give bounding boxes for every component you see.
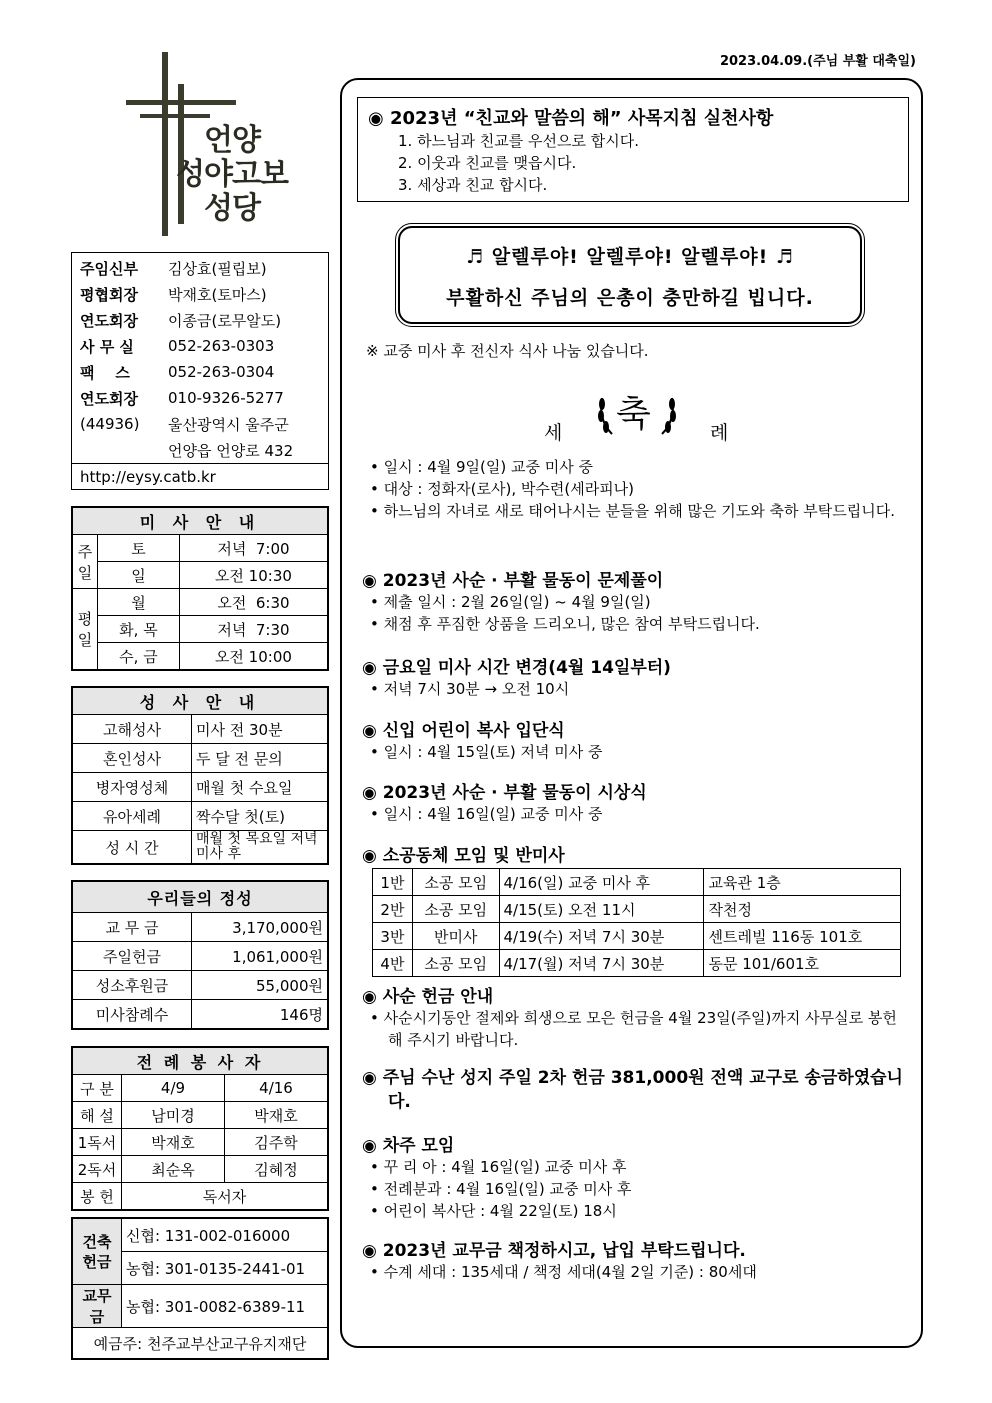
next-item: • 전례분과 : 4월 16일(일) 교중 미사 후 (370, 1180, 632, 1198)
parish-logo (120, 52, 340, 242)
easter-line-2: 부활하신 주님의 은총이 충만하길 빕니다. (446, 287, 814, 309)
community-title: ◉ 소공동체 모임 및 반미사 (362, 846, 565, 866)
baptism-item: • 대상 : 정화자(로사), 박수련(세라피나) (370, 480, 635, 498)
offering-key: 교 무 금 (73, 913, 192, 942)
postal-code: (44936) (80, 415, 140, 433)
sacrament-guide (71, 686, 329, 865)
liturgy-head: 4/16 (225, 1075, 328, 1102)
offering-key: 미사참례수 (73, 1000, 192, 1029)
table-row: 2반 소공 모임 4/15(토) 오전 11시 작천정 (373, 896, 901, 923)
account-number: 신협: 131-002-016000 (122, 1219, 328, 1252)
offering-title: 우리들의 정성 (73, 882, 328, 913)
account-number: 농협: 301-0082-6389-11 (122, 1285, 328, 1328)
mass-day: 수, 금 (98, 643, 180, 670)
liturgy-role: 1독서 (73, 1129, 122, 1156)
sacrament-value: 미사 전 30분 (192, 715, 328, 744)
section-title: ◉ 2023년 사순 · 부활 물동이 문제풀이 (362, 571, 664, 591)
sacrament-key: 병자영성체 (73, 773, 192, 802)
website-link[interactable]: http://eysy.catb.kr (80, 468, 216, 486)
section-item: • 저녁 7시 30분 → 오전 10시 (370, 680, 570, 698)
issue-date: 2023.04.09.(주님 부활 대축일) (719, 54, 916, 69)
logo-line-1: 언양 (204, 123, 260, 158)
baptism-left-char: 세 (544, 422, 563, 444)
mass-title: 미 사 안 내 (73, 508, 328, 535)
offering-value: 1,061,000원 (192, 942, 328, 971)
contact-value: 박재호(토마스) (168, 285, 267, 304)
section-item: • 일시 : 4월 15일(토) 저녁 미사 중 (370, 743, 603, 761)
dues-item: • 수계 세대 : 135세대 / 책정 세대(4월 2일 기준) : 80세대 (370, 1263, 757, 1281)
mass-day: 일 (98, 562, 180, 589)
liturgy-role: 2독서 (73, 1156, 122, 1183)
liturgy-name: 독서자 (122, 1183, 328, 1210)
offering-box (71, 880, 329, 1030)
mass-time: 저녁 7:30 (179, 616, 327, 643)
sacrament-value: 매월 첫 수요일 (192, 773, 328, 802)
liturgy-name: 박재호 (225, 1102, 328, 1129)
section-item: • 채점 후 푸짐한 상품을 드리오니, 많은 참여 부탁드립니다. (370, 615, 760, 633)
guideline-item: 2. 이웃과 친교를 맺읍시다. (398, 154, 577, 172)
sacrament-key: 유아세례 (73, 802, 192, 831)
mass-day: 월 (98, 589, 180, 616)
lent-item: • 사순시기동안 절제와 희생으로 모은 헌금을 4월 23일(주일)까지 사무실로 봉헌해 주시기 바랍니다. (370, 1009, 897, 1049)
contact-key: 주임신부 (80, 259, 138, 278)
meal-note: ※ 교중 미사 후 전신자 식사 나눔 있습니다. (366, 342, 649, 360)
address-line-2: 언양읍 언양로 432 (168, 441, 294, 460)
liturgy-name: 남미경 (122, 1102, 225, 1129)
mass-time: 오전 6:30 (179, 589, 327, 616)
section-item: • 제출 일시 : 2월 26일(일) ~ 4월 9일(일) (370, 593, 651, 611)
sacrament-key: 성 시 간 (73, 831, 192, 864)
mass-time: 오전 10:00 (179, 643, 327, 670)
table-row: 3반 반미사 4/19(수) 저녁 7시 30분 센트레빌 116동 101호 (373, 923, 901, 950)
offering-value: 146명 (192, 1000, 328, 1029)
baptism-item: • 일시 : 4월 9일(일) 교중 미사 중 (370, 458, 593, 476)
liturgy-name: 김주학 (225, 1129, 328, 1156)
mass-day: 토 (98, 535, 180, 562)
liturgy-name: 박재호 (122, 1129, 225, 1156)
contact-value: 052-263-0304 (168, 363, 275, 381)
contact-value: 김상효(필립보) (168, 259, 267, 278)
liturgy-head: 4/9 (122, 1075, 225, 1102)
section-title: ◉ 금요일 미사 시간 변경(4월 14일부터) (362, 658, 671, 678)
section-title: ◉ 신입 어린이 복사 입단식 (362, 721, 565, 741)
dues-label: 교무금 (73, 1285, 122, 1328)
liturgy-name: 김혜정 (225, 1156, 328, 1183)
pastoral-guideline (357, 97, 909, 202)
guideline-item: 1. 하느님과 친교를 우선으로 합시다. (398, 132, 640, 150)
contact-value: 010-9326-5277 (168, 389, 284, 407)
sacrament-value: 두 달 전 문의 (192, 744, 328, 773)
mass-schedule (71, 506, 329, 671)
guideline-item: 3. 세상과 친교 합시다. (398, 176, 548, 194)
community-table (372, 868, 901, 977)
mass-time: 오전 10:30 (179, 562, 327, 589)
baptism-heading (540, 382, 740, 442)
account-holder: 예금주: 천주교부산교구유지재단 (73, 1328, 328, 1359)
liturgy-role: 봉 헌 (73, 1183, 122, 1210)
baptism-right-char: 례 (710, 422, 729, 444)
section-item: • 일시 : 4월 16일(일) 교중 미사 중 (370, 805, 603, 823)
contact-value: 052-263-0303 (168, 337, 275, 355)
address-line-1: 울산광역시 울주군 (168, 415, 289, 434)
sunday-label: 주일 (73, 535, 98, 589)
sacrament-key: 고해성사 (73, 715, 192, 744)
liturgy-role: 해 설 (73, 1102, 122, 1129)
offering-key: 성소후원금 (73, 971, 192, 1000)
baptism-item: • 하느님의 자녀로 새로 태어나시는 분들을 위해 많은 기도와 축하 부탁드립니다. (370, 502, 895, 520)
weekday-label: 평일 (73, 589, 98, 670)
logo-line-3: 성당 (204, 191, 260, 226)
account-number: 농협: 301-0135-2441-01 (122, 1252, 328, 1285)
easter-greeting (398, 226, 862, 324)
mass-time: 저녁 7:00 (179, 535, 327, 562)
palm-title: ◉ 주님 수난 성지 주일 2차 헌금 381,000원 전액 교구로 송금하였습니다. (362, 1068, 903, 1112)
liturgy-title: 전 례 봉 사 자 (73, 1048, 328, 1075)
contact-key: 사 무 실 (80, 337, 134, 356)
bank-accounts (71, 1217, 329, 1360)
lent-title: ◉ 사순 헌금 안내 (362, 987, 494, 1007)
liturgy-name: 최순옥 (122, 1156, 225, 1183)
sacrament-key: 혼인성사 (73, 744, 192, 773)
dues-title: ◉ 2023년 교무금 책정하시고, 납입 부탁드립니다. (362, 1241, 746, 1261)
next-item: • 꾸 리 아 : 4월 16일(일) 교중 미사 후 (370, 1158, 627, 1176)
contact-value: 이종금(로무알도) (168, 311, 282, 330)
mass-day: 화, 목 (98, 616, 180, 643)
next-item: • 어린이 복사단 : 4월 22일(토) 18시 (370, 1202, 617, 1220)
easter-line-1: ♬ 알렐루야! 알렐루야! 알렐루야! ♬ (466, 246, 794, 268)
next-title: ◉ 차주 모임 (362, 1136, 455, 1156)
sacrament-value: 매월 첫 목요일 저녁미사 후 (192, 831, 328, 864)
sacrament-title: 성 사 안 내 (73, 688, 328, 715)
offering-value: 55,000원 (192, 971, 328, 1000)
table-row: 1반 소공 모임 4/16(일) 교중 미사 후 교육관 1층 (373, 869, 901, 896)
contact-box (71, 252, 329, 490)
table-row: 4반 소공 모임 4/17(월) 저녁 7시 30분 동문 101/601호 (373, 950, 901, 977)
guideline-title: ◉ 2023년 “친교와 말씀의 해” 사목지침 실천사항 (368, 108, 774, 129)
contact-key: 연도회장 (80, 389, 138, 408)
offering-value: 3,170,000원 (192, 913, 328, 942)
liturgy-servers (71, 1046, 329, 1211)
contact-key: 연도회장 (80, 311, 138, 330)
contact-key: 팩 스 (80, 363, 130, 382)
offering-key: 주일헌금 (73, 942, 192, 971)
section-title: ◉ 2023년 사순 · 부활 물동이 시상식 (362, 783, 647, 803)
building-fund-label: 건축 헌금 (73, 1219, 122, 1285)
logo-line-2: 성야고보 (176, 157, 288, 192)
contact-key: 평협회장 (80, 285, 138, 304)
sacrament-value: 짝수달 첫(토) (192, 802, 328, 831)
liturgy-head: 구 분 (73, 1075, 122, 1102)
baptism-center-char: 축 (616, 394, 651, 435)
